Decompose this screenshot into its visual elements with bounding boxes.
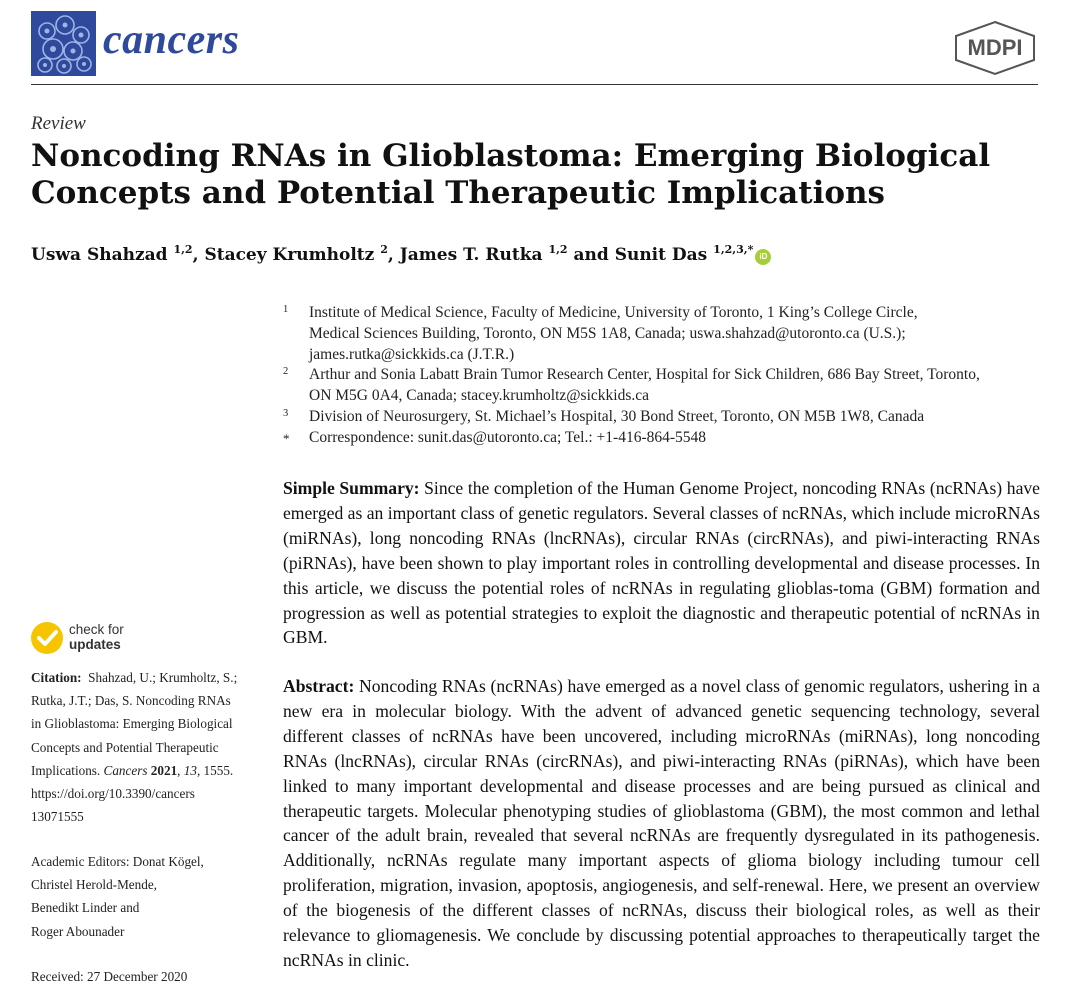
- summary-line: therapeutic potential of ncRNAs in GBM.: [283, 602, 1040, 648]
- affiliation-line: ON M5G 0A4, Canada; stacey.krumholtz@sickkids.ca: [309, 387, 649, 405]
- affiliation-number: 2: [283, 366, 289, 378]
- author-name[interactable]: James T. Rutka: [399, 245, 543, 265]
- abstract-label: Abstract:: [283, 676, 355, 696]
- abstract-line: renewal. Here, we present an overview of the biogenesis of the different classes of ncRNAs, discuss: [283, 875, 1040, 921]
- citation-volume: 13: [183, 762, 197, 778]
- citation-year: 2021: [150, 762, 178, 778]
- author-separator: ,: [387, 245, 400, 265]
- check-updates-icon: [31, 622, 63, 654]
- received-date: Received: 27 December 2020: [31, 969, 188, 984]
- affiliation-line: Arthur and Sonia Labatt Brain Tumor Research Center, Hospital for Sick Children, 686 Bay Street, Toronto,: [309, 366, 980, 384]
- check-updates-line2: updates: [69, 637, 121, 652]
- summary-line: microRNAs (miRNAs), long noncoding RNAs (lncRNAs), circular RNAs (circRNAs), and piwi-: [283, 502, 1040, 548]
- affiliation-line: Institute of Medical Science, Faculty of Medicine, University of Toronto, 1 King’s College Circle,: [309, 304, 918, 321]
- summary-line: have emerged as an important class of genetic regulators. Several classes of ncRNAs, which include: [283, 478, 1040, 523]
- citation-doi-link[interactable]: https://doi.org/10.3390/cancers: [31, 786, 195, 802]
- citation-doi-link[interactable]: 13071555: [31, 809, 84, 825]
- abstract-line: Noncoding RNAs (ncRNAs) have emerged as a novel class of genomic regulators, ushering: [359, 676, 1010, 696]
- correspondence-mark: *: [283, 430, 290, 446]
- summary-line: interacting RNAs (piRNAs), have been shown to play important roles in controlling developmental: [283, 527, 1040, 573]
- header-divider: [31, 84, 1038, 85]
- academic-editors: [31, 850, 261, 943]
- citation-label: Citation:: [31, 670, 82, 685]
- citation-journal: Cancers: [103, 762, 148, 778]
- editors-label: Academic Editors: Donat Kögel,: [31, 854, 204, 869]
- citation-text: Shahzad, U.; Krumholtz, S.;: [88, 670, 238, 685]
- affiliations: [283, 303, 1043, 449]
- simple-summary-label: Simple Summary:: [283, 478, 420, 498]
- summary-line: toma (GBM) formation and progression as well as potential strategies to exploit the diagnostic and: [283, 577, 1040, 623]
- affiliation-line: Division of Neurosurgery, St. Michael’s Hospital, 30 Bond Street, Toronto, ON M5B 1W8, Canada: [309, 407, 925, 425]
- author-name[interactable]: Sunit Das: [614, 245, 708, 265]
- affiliation-item: [283, 303, 1043, 365]
- simple-summary: [283, 476, 1040, 650]
- check-updates-button[interactable]: [31, 619, 191, 659]
- citation-line: Rutka, J.T.; Das, S. Noncoding RNAs: [31, 693, 231, 709]
- affiliation-item: [283, 365, 1043, 407]
- abstract: [283, 674, 1040, 973]
- author-affiliation-ref: 1,2,3,*: [713, 243, 754, 256]
- publisher-name: MDPI: [967, 35, 1023, 60]
- correspondence: [283, 428, 1043, 449]
- affiliation-line: james.rutka@sickkids.ca (J.T.R.): [309, 345, 515, 363]
- summary-line: Since the completion of the Human Genome Project, noncoding RNAs (ncRNAs): [424, 478, 1003, 498]
- abstract-line: most common and lethal cancer of the adult brain, revealed that several ncRNAs are frequently: [283, 800, 1041, 846]
- abstract-line: approaches to therapeutically target the ncRNAs in clinic.: [283, 925, 1040, 970]
- affiliation-item: [283, 407, 1043, 428]
- affiliation-number: 1: [283, 304, 289, 315]
- cells-icon: [31, 11, 96, 76]
- editor-name: Benedikt Linder and: [31, 900, 140, 916]
- citation-line: Concepts and Potential Therapeutic: [31, 739, 219, 755]
- journal-logo-icon[interactable]: [31, 11, 96, 76]
- abstract-line: noncoding RNAs (lncRNAs), circular RNAs (circRNAs), and piwi-interacting RNAs (piRNAs), which: [283, 725, 1040, 771]
- author-separator: and: [567, 245, 615, 265]
- summary-line: and disease processes. In this article, we discuss the potential roles of ncRNAs in regulating glioblas-: [283, 552, 1040, 598]
- author-affiliation-ref: 1,2: [548, 243, 568, 256]
- author-list: [31, 243, 771, 265]
- citation-line: in Glioblastoma: Emerging Biological: [31, 716, 233, 732]
- affiliation-line: Medical Sciences Building, Toronto, ON M5S 1A8, Canada; uswa.shahzad@utoronto.ca (U.S.);: [309, 324, 906, 342]
- abstract-line: in a new era in molecular biology. With the advent of advanced genetic sequencing technology,: [283, 676, 1041, 721]
- check-updates-line1: check for: [69, 622, 124, 637]
- abstract-line: their biological roles, as well as their relevance to gliomagenesis. We conclude by discussing potential: [283, 900, 1041, 946]
- article-type: Review: [31, 113, 86, 134]
- affiliation-number: 3: [283, 407, 289, 419]
- orcid-icon[interactable]: iD: [755, 249, 771, 265]
- citation-text: Implications.: [31, 762, 104, 778]
- correspondence-text: Correspondence: sunit.das@utoronto.ca; Tel.: +1-416-864-5548: [309, 428, 707, 446]
- abstract-line: have been linked to many important developmental and disease processes and are being pursued: [283, 750, 1040, 796]
- abstract-line: several different classes of ncRNAs have been uncovered, including microRNAs (miRNAs), long: [283, 700, 1040, 746]
- citation-block: Citation: Shahzad, U.; Krumholtz, S.; Rutka, J.T.; Das, S. Noncoding RNAs in Glioblastoma: Emerging Biological Concepts and Potential Therapeutic Implications. Cancers 2021, 13, 1555. https://doi.org/10.3390/cancers 13071555: [31, 666, 261, 828]
- citation-pages: 1555.: [203, 762, 234, 778]
- author-separator: ,: [192, 245, 205, 265]
- editor-name: Christel Herold-Mende,: [31, 877, 157, 893]
- abstract-line: as clinical and therapeutic targets. Molecular phenotyping studies of glioblastoma (GBM), the: [283, 775, 1040, 821]
- mdpi-logo-icon[interactable]: [952, 20, 1038, 76]
- editor-name: Roger Abounader: [31, 923, 125, 939]
- author-name[interactable]: Stacey Krumholtz: [204, 245, 375, 265]
- journal-name[interactable]: cancers: [103, 17, 240, 63]
- author-affiliation-ref: 2: [380, 243, 388, 256]
- abstract-line: biology including tumour cell proliferation, migration, invasion, apoptosis, angiogenesis, and self-: [283, 850, 1041, 896]
- author-name[interactable]: Uswa Shahzad: [31, 245, 168, 265]
- author-affiliation-ref: 1,2: [173, 243, 193, 256]
- abstract-line: dysregulated in its pathogenesis. Additionally, ncRNAs regulate many important aspects of glioma: [283, 825, 1040, 871]
- article-title: Noncoding RNAs in Glioblastoma: Emerging Biological Concepts and Potential Therapeutic Implications: [31, 138, 991, 211]
